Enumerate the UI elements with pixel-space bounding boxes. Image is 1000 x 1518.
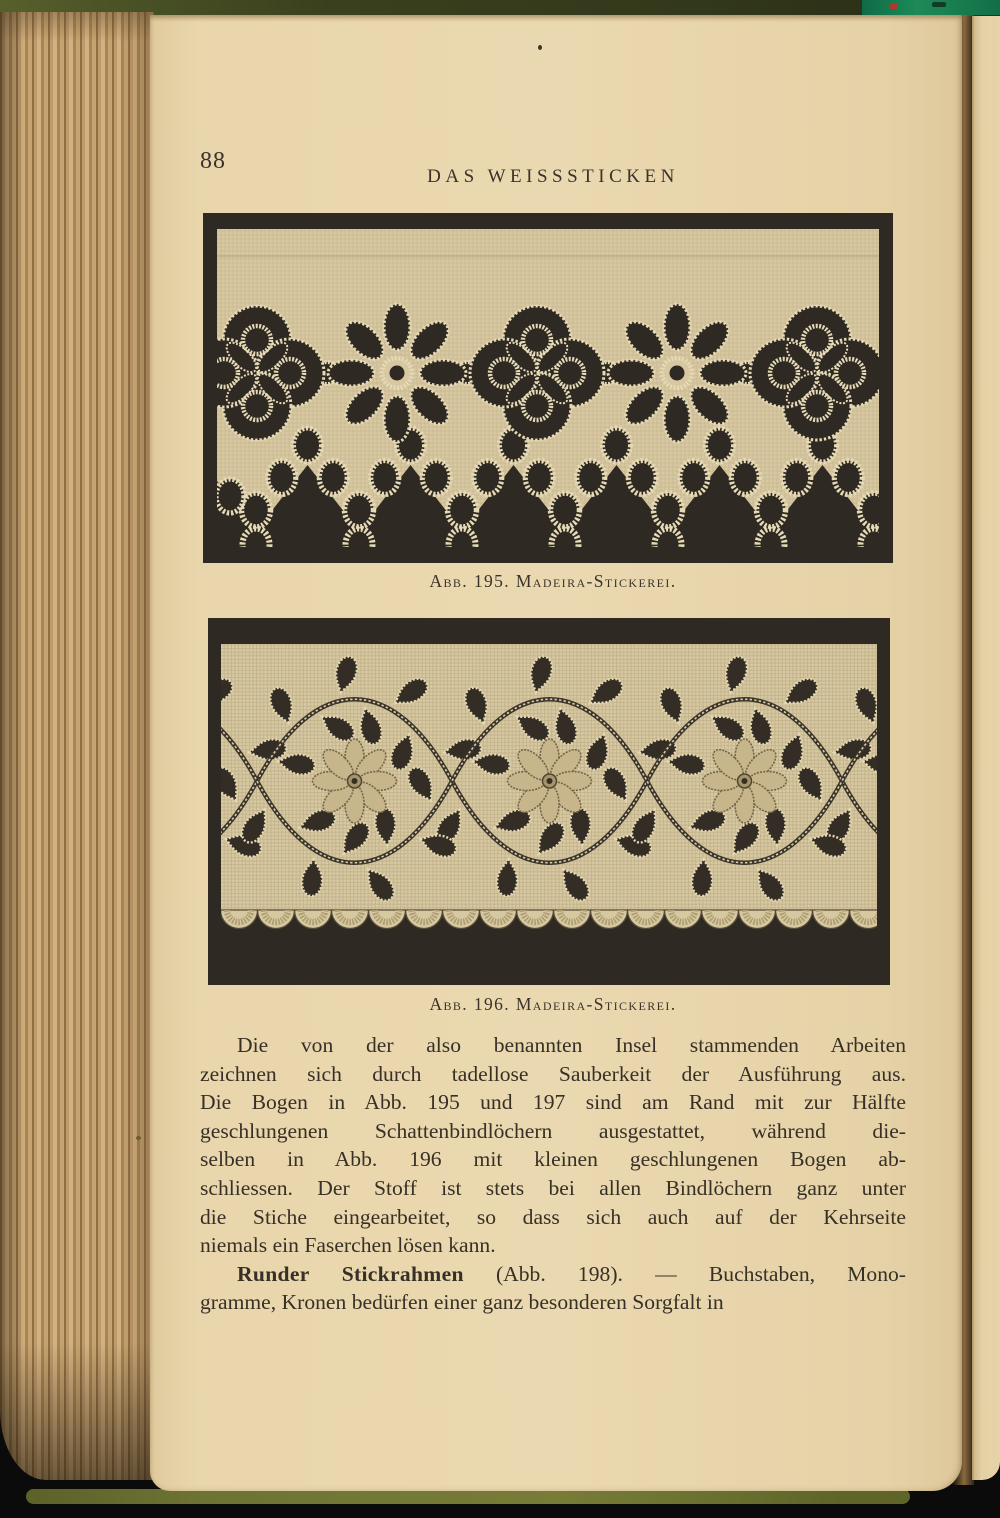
figure-caption-195: Abb. 195. Madeira-Stickerei.	[429, 571, 677, 591]
cover-dark-fleck	[932, 2, 946, 7]
text-line: selben in Abb. 196 mit kleinen geschlungenen Bogen ab-	[200, 1147, 906, 1172]
book-cover-corner	[862, 0, 1000, 15]
embroidery-image-195	[203, 213, 893, 563]
text-line: gramme, Kronen bedürfen einer ganz besonderen Sorgfalt in	[200, 1290, 724, 1315]
page-number: 88	[200, 148, 226, 174]
figure-abb-195	[203, 213, 893, 563]
text-line: die Stiche eingearbeitet, so dass sich auch auf der Kehrseite	[200, 1204, 906, 1229]
text-line: niemals ein Faserchen lösen kann.	[200, 1233, 496, 1258]
text-line: Runder Stickrahmen (Abb. 198). — Buchstaben, Mono-	[237, 1261, 906, 1286]
running-header: DAS WEISSSTICKEN	[427, 166, 679, 187]
text-line: Die Bogen in Abb. 195 und 197 sind am Rand mit zur Hälfte	[200, 1090, 906, 1115]
text-line: Die von der also benannten Insel stammenden Arbeiten	[237, 1033, 906, 1057]
text-line: schliessen. Der Stoff ist stets bei allen Bindlöchern ganz unter	[200, 1175, 906, 1200]
book-cover-bottom-edge	[26, 1489, 910, 1504]
text-line: geschlungenen Schattenbindlöchern ausgestattet, während die-	[200, 1118, 906, 1143]
paper-speck	[136, 1136, 141, 1140]
book-page	[150, 15, 962, 1491]
figure-caption-196: Abb. 196. Madeira-Stickerei.	[429, 994, 677, 1014]
body-text	[200, 1031, 906, 1317]
cover-red-fleck	[890, 3, 897, 9]
page-edges-left	[0, 12, 154, 1480]
figure-abb-196	[208, 618, 890, 985]
next-page-edge	[972, 16, 1000, 1480]
embroidery-image-196	[208, 618, 890, 985]
paper-speck	[538, 45, 542, 50]
text-line: zeichnen sich durch tadellose Sauberkeit der Ausführung aus.	[200, 1061, 906, 1086]
